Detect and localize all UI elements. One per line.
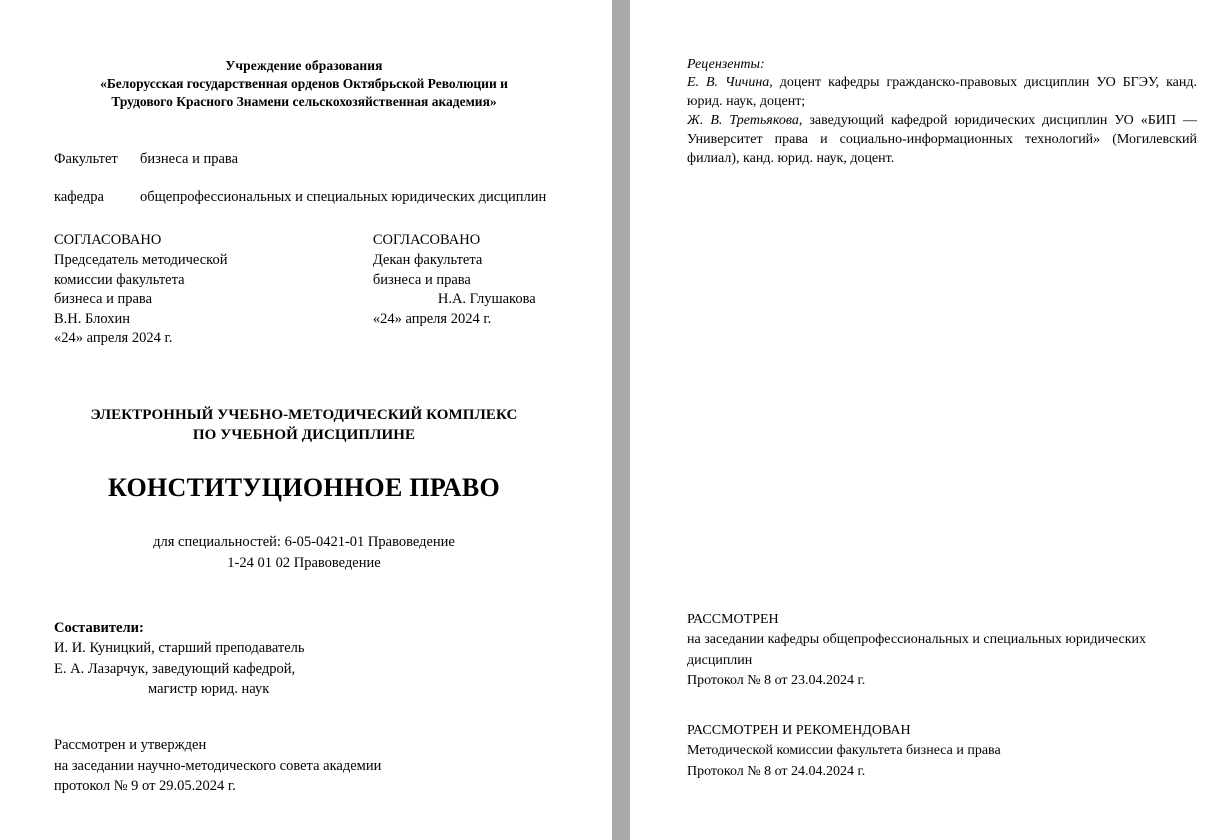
approval-right-date: «24» апреля 2024 г. bbox=[372, 310, 492, 327]
organization-line-2: «Белорусская государственная орденов Октябрьской Революции и bbox=[100, 75, 508, 91]
compilers-block bbox=[54, 618, 554, 699]
approvals-spacer bbox=[687, 691, 1207, 721]
approved-line-3: протокол № 9 от 29.05.2024 г. bbox=[54, 778, 236, 795]
approved-line-1: Рассмотрен и утвержден bbox=[54, 737, 207, 753]
approval-right-line-2: бизнеса и права bbox=[372, 271, 471, 288]
faculty-value: бизнеса и права bbox=[140, 151, 239, 168]
approval-left-line-2: комиссии факультета bbox=[54, 271, 185, 288]
approved-block bbox=[54, 735, 381, 797]
reviewer-2 bbox=[687, 111, 1197, 168]
complex-title-line-1: ЭЛЕКТРОННЫЙ УЧЕБНО-МЕТОДИЧЕСКИЙ КОМПЛЕКС bbox=[90, 406, 518, 423]
organization-line-1: Учреждение образования bbox=[225, 58, 383, 73]
approval-left-column bbox=[54, 231, 373, 348]
specialties-line-1: для специальностей: 6-05-0421-01 Правоведение bbox=[153, 534, 455, 551]
page-left-content bbox=[54, 0, 554, 840]
approval-left-name: В.Н. Блохин bbox=[54, 310, 131, 327]
discipline-title: КОНСТИТУЦИОННОЕ ПРАВО bbox=[107, 473, 501, 503]
faculty-label: Факультет bbox=[54, 151, 118, 168]
compiler-3 bbox=[54, 679, 554, 699]
reviewer-2-text: , заведующий кафедрой юридических дисциплин УО «БИП — Университет права и социально-информационных технологий» (Могилевский филиал), канд. юрид. наук, доцент. bbox=[687, 113, 1197, 167]
approval-left-line-3: бизнеса и права bbox=[54, 291, 153, 308]
specialties-block bbox=[54, 532, 554, 573]
considered-line-1: на заседании кафедры общепрофессиональных и специальных юридических дисциплин bbox=[687, 632, 1147, 668]
reviewer-1-name: Е. В. Чичина bbox=[687, 75, 770, 90]
page-left bbox=[0, 0, 612, 840]
recommended-line-2: Протокол № 8 от 24.04.2024 г. bbox=[687, 763, 866, 779]
reviewers-heading: Рецензенты: bbox=[687, 57, 765, 72]
approval-left-heading: СОГЛАСОВАНО bbox=[54, 232, 162, 249]
approval-signatures bbox=[54, 231, 554, 348]
page-right bbox=[630, 0, 1228, 840]
considered-line-2: Протокол № 8 от 23.04.2024 г. bbox=[687, 672, 866, 688]
specialties-line-2: 1-24 01 02 Правоведение bbox=[227, 554, 381, 571]
recommended-heading: РАССМОТРЕН И РЕКОМЕНДОВАН bbox=[687, 723, 911, 739]
department-value: общепрофессиональных и специальных юридических дисциплин bbox=[140, 189, 547, 206]
compiler-1: И. И. Куницкий, старший преподаватель bbox=[54, 640, 305, 657]
compiler-3-text: магистр юрид. наук bbox=[148, 680, 270, 697]
complex-title-line-2: ПО УЧЕБНОЙ ДИСЦИПЛИНЕ bbox=[192, 427, 416, 444]
organization-line-3: Трудового Красного Знамени сельскохозяйственная академия» bbox=[111, 93, 497, 109]
page-gutter bbox=[612, 0, 630, 840]
department-label: кафедра bbox=[54, 189, 104, 206]
reviewer-2-name: Ж. В. Третьякова bbox=[687, 113, 799, 129]
compiler-2: Е. А. Лазарчук, заведующий кафедрой, bbox=[54, 660, 296, 677]
considered-heading: РАССМОТРЕН bbox=[687, 612, 779, 627]
approvals-block bbox=[687, 610, 1207, 782]
approval-left-line-1: Председатель методической bbox=[54, 252, 228, 268]
page-right-content bbox=[687, 0, 1197, 840]
reviewer-1-text: , доцент кафедры гражданско-правовых дисциплин УО БГЭУ, канд. юрид. наук, доцент; bbox=[687, 75, 1198, 110]
approval-right-column bbox=[373, 231, 554, 348]
approval-left-date: «24» апреля 2024 г. bbox=[54, 330, 173, 347]
department-row bbox=[54, 189, 554, 206]
approval-right-line-1: Декан факультета bbox=[372, 252, 483, 268]
faculty-row bbox=[54, 151, 554, 168]
complex-title bbox=[54, 405, 554, 446]
recommended-line-1: Методической комиссии факультета бизнеса и права bbox=[687, 743, 1001, 759]
compilers-heading: Составители: bbox=[54, 619, 144, 636]
approval-right-heading: СОГЛАСОВАНО bbox=[372, 232, 481, 249]
reviewer-1 bbox=[687, 73, 1197, 111]
organization-block bbox=[54, 57, 554, 110]
approval-right-name: Н.А. Глушакова bbox=[437, 291, 536, 308]
approved-line-2: на заседании научно-методического совета академии bbox=[54, 757, 382, 774]
